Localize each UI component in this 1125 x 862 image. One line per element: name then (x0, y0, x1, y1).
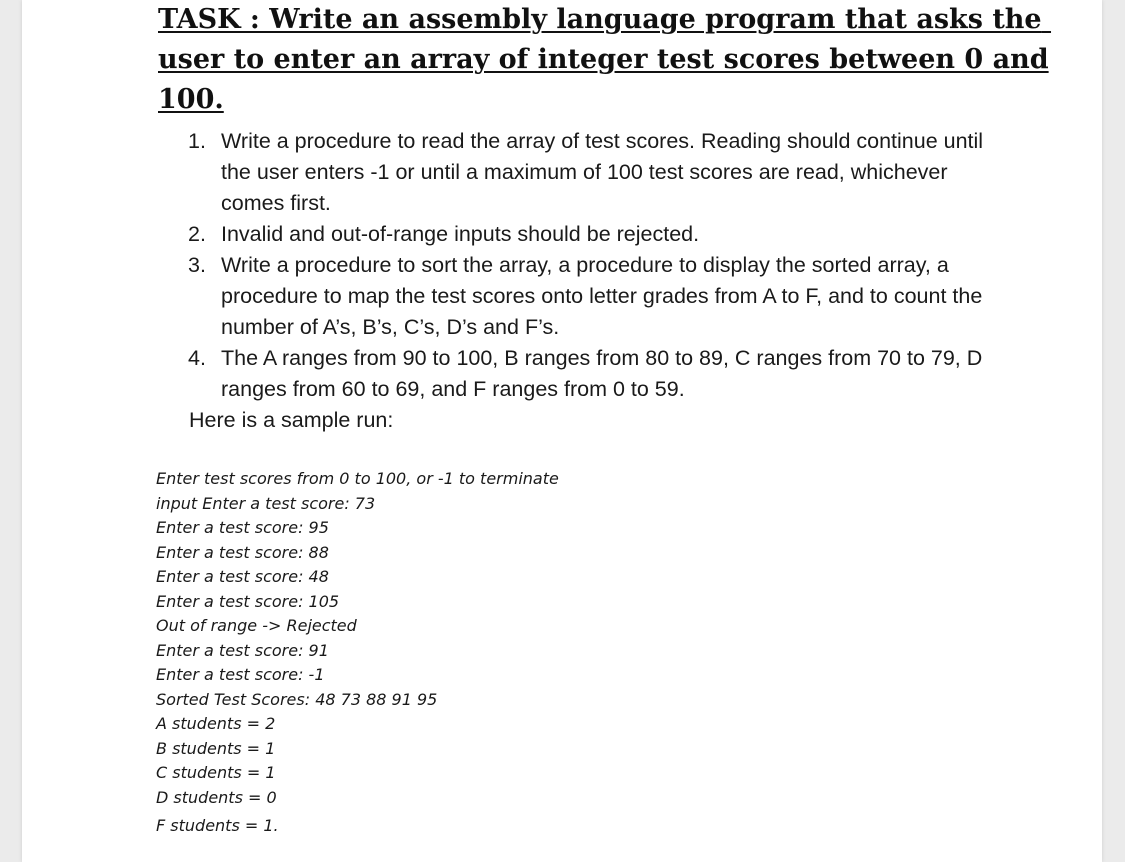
sample-run-line: Enter a test score: -1 (156, 665, 325, 684)
task-heading (158, 0, 1049, 120)
requirement-item (188, 219, 988, 250)
requirement-text: The A ranges from 90 to 100, B ranges from 80 to 89, C ranges from 70 to 79, D ranges from 60 to 69, and F ranges from 0 to 59. (221, 346, 983, 401)
requirement-number: 2. (188, 222, 206, 246)
sample-run-line: input Enter a test score: 73 (156, 493, 376, 513)
sample-run-line: Enter a test score: 91 (156, 640, 329, 660)
sample-run-line: B students = 1 (156, 738, 276, 758)
task-heading-line: user to enter an array of integer test scores between 0 and (158, 44, 1049, 75)
sample-run-intro: Here is a sample run: (189, 408, 394, 432)
sample-run-line: Enter a test score: 105 (156, 591, 340, 611)
sample-run-line: Enter a test score: 48 (156, 567, 329, 586)
sample-run-line: Enter a test score: 88 (156, 542, 329, 562)
requirement-text: Write a procedure to sort the array, a procedure to display the sorted array, a procedure to map the test scores onto letter grades from A to F, and to count the number of A’s, B’s, C’s, D’s and F’s. (221, 253, 983, 339)
requirement-text: Invalid and out-of-range inputs should be rejected. (221, 222, 700, 246)
requirement-item (188, 126, 988, 219)
sample-run-line: Enter test scores from 0 to 100, or -1 to terminate (156, 469, 559, 488)
requirement-item (188, 250, 988, 343)
task-heading-line: TASK : Write an assembly language program that asks the (158, 4, 1042, 35)
requirement-item (188, 343, 988, 405)
requirements-list (188, 126, 988, 405)
sample-run-output (156, 467, 756, 839)
document-page (22, 0, 1102, 862)
requirement-number: 1. (188, 129, 206, 153)
sample-run-line: Sorted Test Scores: 48 73 88 91 95 (156, 689, 438, 709)
sample-run-line: A students = 2 (156, 714, 276, 733)
sample-run-line: Enter a test score: 95 (156, 518, 329, 537)
sample-run-line: D students = 0 (156, 787, 277, 807)
sample-run-line: Out of range -> Rejected (156, 616, 357, 635)
sample-run-line: F students = 1. (156, 816, 279, 835)
task-heading-line: 100. (158, 84, 224, 115)
requirement-number: 4. (188, 346, 206, 370)
sample-run-line: C students = 1 (156, 763, 276, 782)
requirement-text: Write a procedure to read the array of test scores. Reading should continue until the user enters -1 or until a maximum of 100 test scores are read, whichever comes first. (221, 129, 984, 215)
requirement-number: 3. (188, 253, 206, 277)
